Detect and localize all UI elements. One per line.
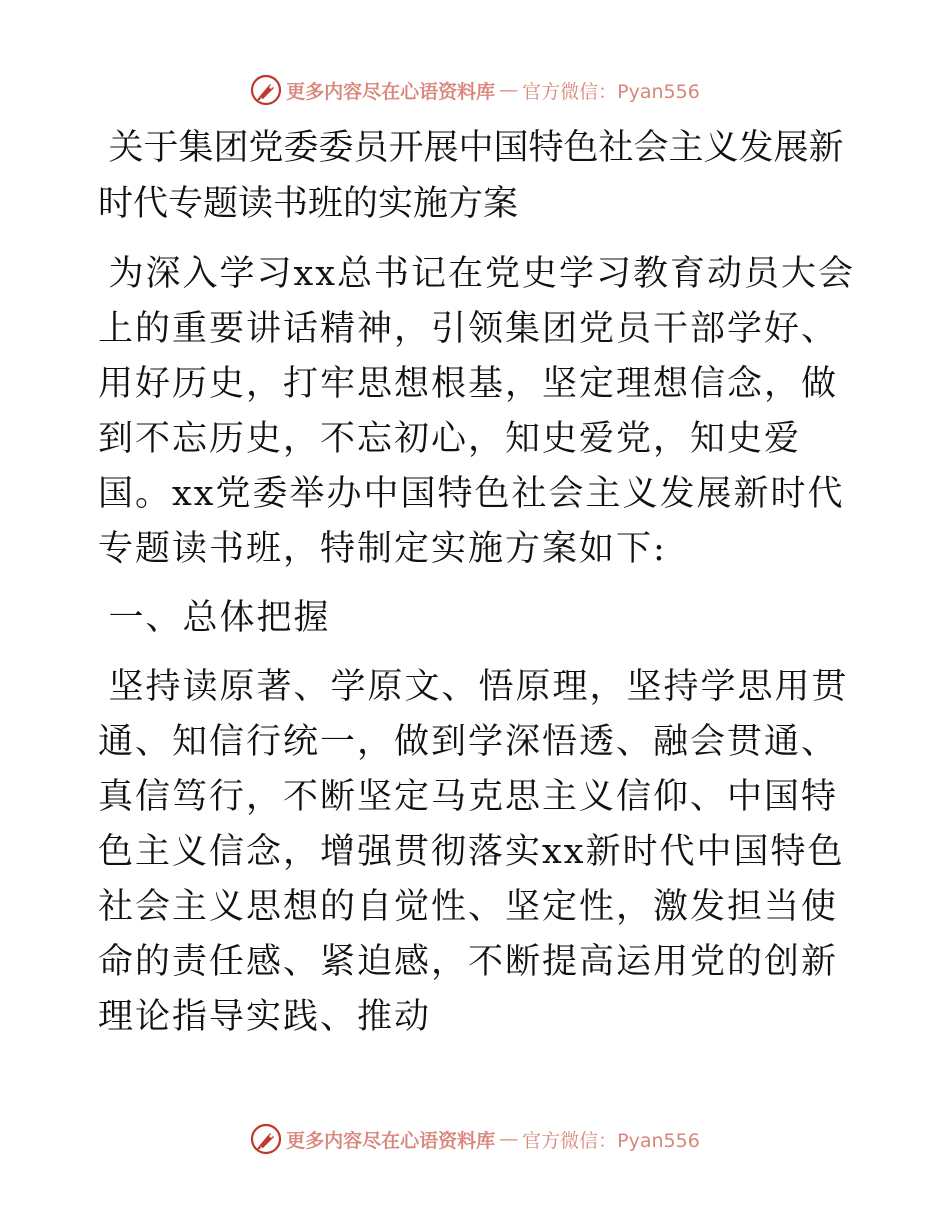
document-title: 关于集团党委委员开展中国特色社会主义发展新时代专题读书班的实施方案 — [98, 128, 844, 224]
watermark-weixin-text: 官方微信：Pyan556 — [522, 80, 700, 103]
watermark-separator: — — [499, 79, 519, 101]
section-paragraph: 坚持读原著、学原文、悟原理，坚持学思用贯通、知信行统一，做到学深悟透、融会贯通、真信笃行，不断坚定马克思主义信仰、中国特色主义信念，增强贯彻落实xx新时代中国特色社会主义思想的自觉性、坚定性，激发担当使命的责任感、紧迫感，不断提高运用党的创新理论指导实践、推动 — [98, 667, 849, 1037]
section-heading: 一、总体把握 — [108, 598, 331, 638]
watermark-main-text: 更多内容尽在心语资料库 — [286, 80, 496, 103]
watermark-separator: — — [499, 1128, 519, 1150]
footer-watermark — [0, 1117, 950, 1161]
header-watermark — [0, 68, 950, 112]
intro-paragraph: 为深入学习xx总书记在党史学习教育动员大会上的重要讲话精神，引领集团党员干部学好、用好历史，打牢思想根基，坚定理想信念，做到不忘历史，不忘初心，知史爱党，知史爱国。xx党委举办中国特色社会主义发展新时代专题读书班，特制定实施方案如下: — [98, 254, 855, 569]
watermark-weixin-text: 官方微信：Pyan556 — [522, 1129, 700, 1152]
watermark-main-text: 更多内容尽在心语资料库 — [286, 1129, 496, 1152]
document-body — [98, 120, 858, 1059]
pen-nib-logo-icon — [250, 1123, 282, 1155]
pen-nib-logo-icon — [250, 74, 282, 106]
